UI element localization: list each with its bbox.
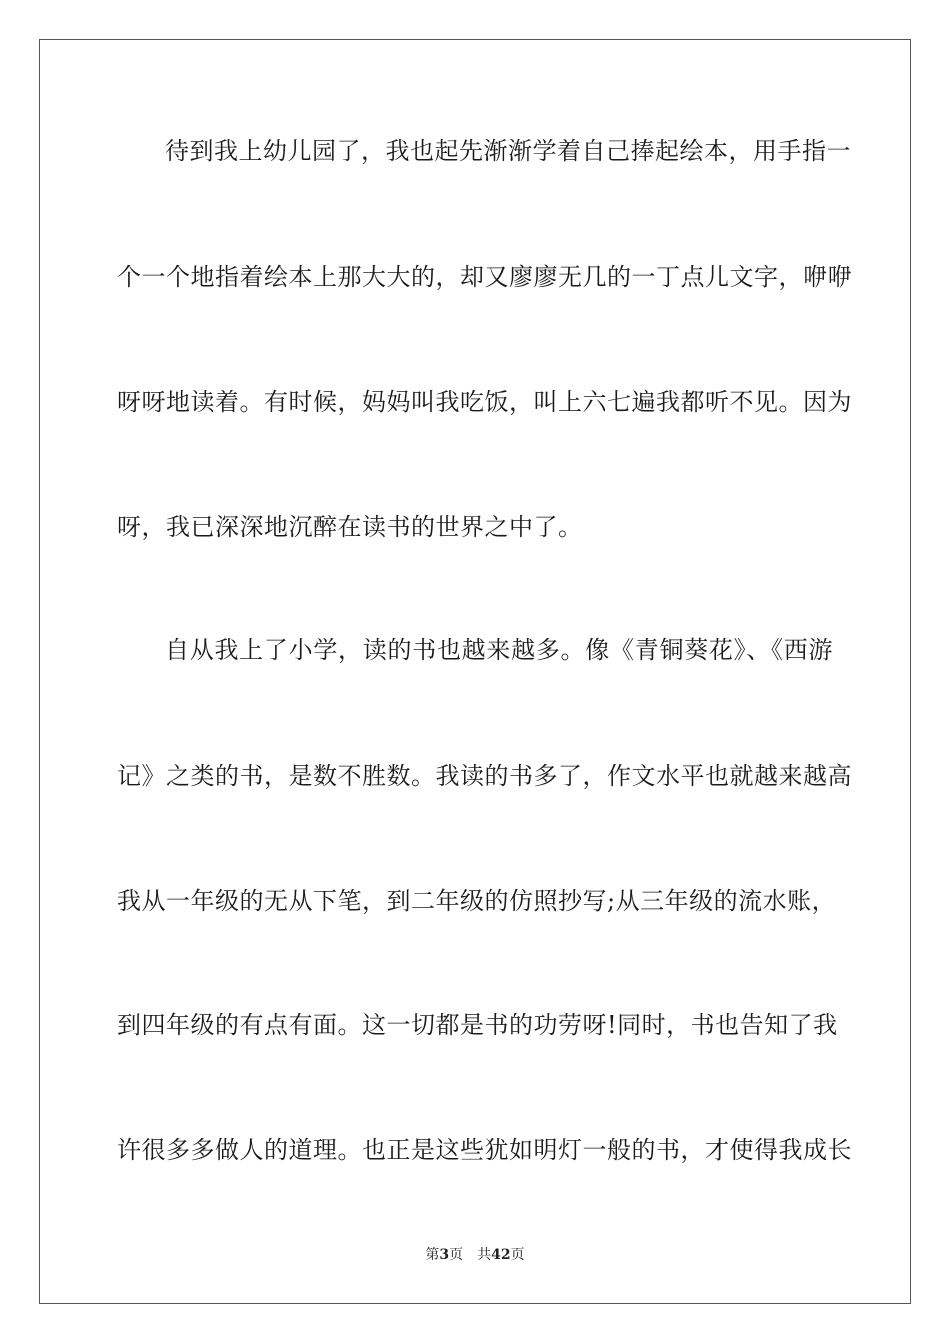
text-line-7: 我从一年级的无从下笔，到二年级的仿照抄写;从三年级的流水账， (117, 887, 837, 915)
text-line-4: 呀，我已深深地沉醉在读书的世界之中了。 (117, 513, 583, 541)
total-pages: 42 (491, 1247, 511, 1263)
text-line-2: 个一个地指着绘本上那大大的，却又廖廖无几的一丁点儿文字，咿咿 (117, 263, 852, 291)
page-footer (0, 1246, 950, 1264)
page-border (39, 39, 911, 1304)
text-line-3: 呀呀地读着。有时候，妈妈叫我吃饭，叫上六七遍我都听不见。因为 (117, 388, 852, 416)
text-line-5: 自从我上了小学，读的书也越来越多。像《青铜葵花》、《西游 (165, 636, 833, 664)
text-line-9: 许很多多做人的道理。也正是这些犹如明灯一般的书，才使得我成长 (117, 1136, 852, 1164)
text-line-8: 到四年级的有点有面。这一切都是书的功劳呀!同时，书也告知了我 (117, 1011, 838, 1039)
page-suffix: 页 (449, 1247, 464, 1263)
page-number: 3 (439, 1247, 450, 1263)
total-suffix: 页 (510, 1247, 525, 1263)
page-prefix: 第 (425, 1247, 440, 1263)
text-line-1: 待到我上幼儿园了，我也起先渐渐学着自己捧起绘本，用手指一 (165, 137, 851, 165)
text-line-6: 记》之类的书，是数不胜数。我读的书多了，作文水平也就越来越高 (117, 762, 852, 790)
total-prefix: 共 (477, 1247, 492, 1263)
